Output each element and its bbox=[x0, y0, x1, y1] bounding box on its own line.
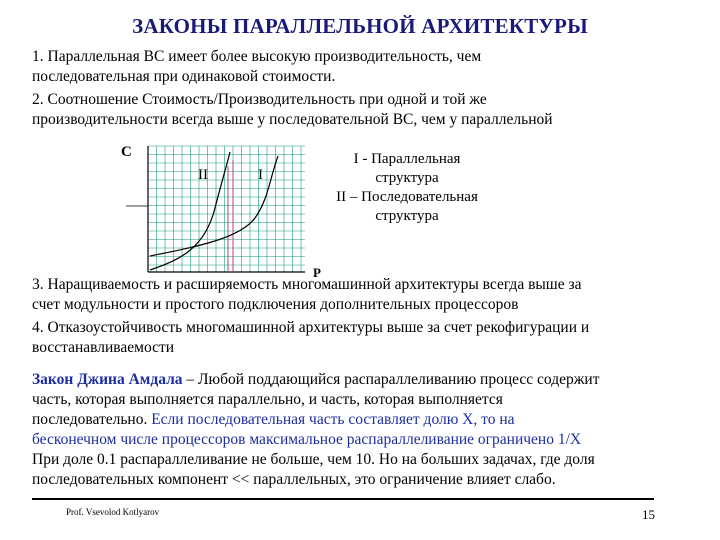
point-4 bbox=[32, 318, 692, 357]
x-axis-label: P bbox=[313, 265, 321, 280]
slide-title: ЗАКОНЫ ПАРАЛЛЕЛЬНОЙ АРХИТЕКТУРЫ bbox=[132, 14, 588, 38]
point-3-line-2: счет модульности и простого подключения дополнительных процессоров bbox=[32, 295, 519, 313]
point-4-line-2: восстанавливаемости bbox=[32, 338, 175, 356]
amdahl-line-3-blue: Если последовательная часть составляет долю X, то на bbox=[151, 411, 515, 428]
curve-label-parallel: I bbox=[258, 167, 263, 183]
point-1 bbox=[32, 47, 692, 86]
legend-line-1: I - Параллельная bbox=[353, 151, 461, 167]
point-3-line-1: 3. Наращиваемость и расширяемость многомашинной архитектуры всегда выше за bbox=[32, 276, 582, 293]
point-2-line-1: 2. Соотношение Стоимость/Производительность при одной и той же bbox=[32, 91, 487, 108]
cost-performance-graph bbox=[120, 138, 310, 278]
amdahl-line-6: последовательных компонент << параллельных, это ограничение влияет слабо. bbox=[32, 471, 556, 488]
graph-legend bbox=[302, 150, 512, 226]
page-number: 15 bbox=[642, 507, 655, 522]
legend-line-3: II – Последовательная bbox=[336, 189, 478, 205]
point-4-line-1: 4. Отказоустойчивость многомашинной архитектуры выше за счет рекофигурации и bbox=[32, 319, 590, 336]
footer-author: Prof. Vsevolod Kotlyarov bbox=[66, 507, 160, 517]
footer-divider bbox=[32, 498, 654, 500]
amdahl-line-3 bbox=[32, 410, 692, 430]
legend-line-2: структура bbox=[375, 170, 439, 186]
amdahl-line-1 bbox=[32, 370, 692, 390]
curve-label-sequential: II bbox=[198, 167, 208, 183]
legend-line-4: структура bbox=[375, 208, 439, 224]
point-1-line-2: последовательная при одинаковой стоимости. bbox=[32, 67, 336, 85]
point-3 bbox=[32, 275, 692, 314]
amdahl-line-3-black: последовательно. bbox=[32, 411, 152, 428]
point-2 bbox=[32, 90, 692, 129]
amdahl-law bbox=[32, 370, 692, 490]
y-axis-label: C bbox=[121, 144, 132, 160]
point-1-line-1: 1. Параллельная ВС имеет более высокую производительность, чем bbox=[32, 48, 482, 65]
amdahl-title: Закон Джина Амдала bbox=[32, 371, 183, 388]
amdahl-line-2: часть, которая выполняется параллельно, и часть, которая выполняется bbox=[32, 391, 503, 408]
amdahl-line-5: При доле 0.1 распараллеливание не больше, чем 10. Но на больших задачах, где доля bbox=[32, 451, 595, 468]
point-2-line-2: производительности всегда выше у последовательной ВС, чем у параллельной bbox=[32, 110, 553, 128]
amdahl-line-1-rest: – Любой поддающийся распараллеливанию процесс содержит bbox=[182, 371, 600, 388]
amdahl-line-4: бесконечном числе процессоров максимальное распараллеливание ограничено 1/X bbox=[32, 431, 582, 448]
curve-sequential bbox=[150, 152, 230, 270]
